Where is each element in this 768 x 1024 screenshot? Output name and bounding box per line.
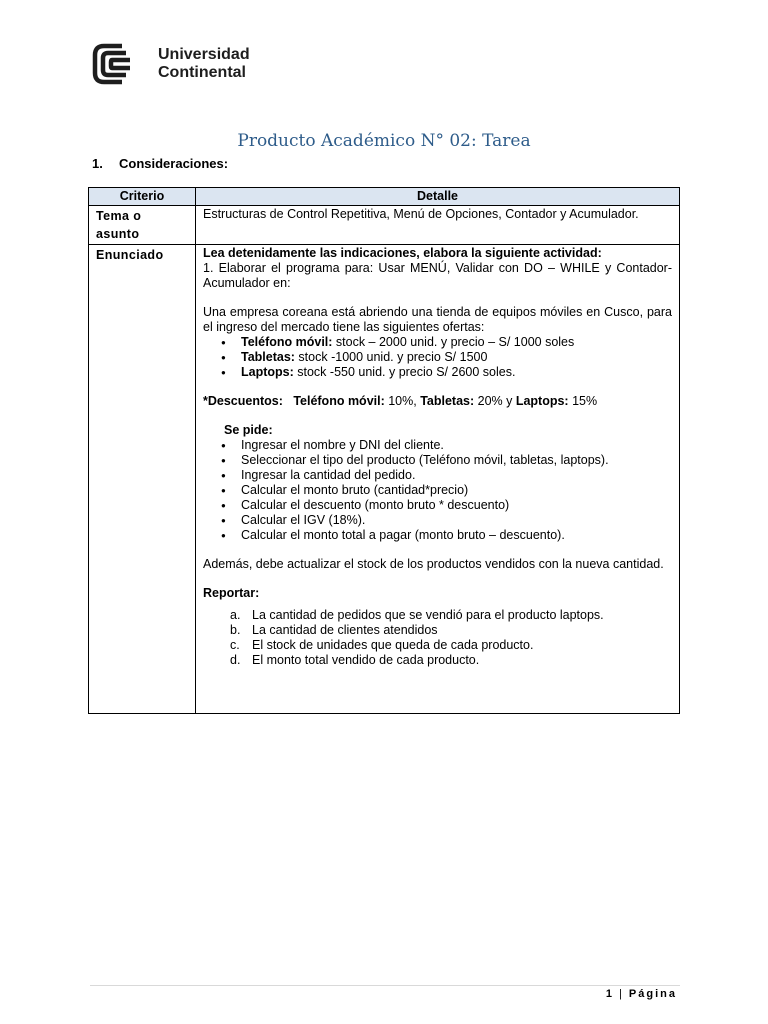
header-criterio: Criterio <box>89 188 196 206</box>
logo-line-2: Continental <box>158 64 246 81</box>
universidad-continental-logo-icon <box>92 43 152 85</box>
list-marker: b. <box>230 623 241 637</box>
page-footer <box>606 988 677 1000</box>
enunciado-intro: Lea detenidamente las indicaciones, elabora la siguiente actividad: <box>203 246 602 260</box>
offer-detail: stock -1000 unid. y precio S/ 1500 <box>294 350 488 364</box>
page-number: 1 <box>605 988 614 1000</box>
list-marker: c. <box>230 638 240 652</box>
se-pide-list <box>203 438 672 543</box>
enunciado-paragraph: Una empresa coreana está abriendo una tienda de equipos móviles en Cusco, para el ingreso del mercado tiene las siguientes ofertas: <box>203 305 672 334</box>
list-item <box>230 653 672 668</box>
list-item: ● Seleccionar el tipo del producto (Teléfono móvil, tabletas, laptops). <box>241 453 672 468</box>
list-item <box>230 638 672 653</box>
discounts-label: *Descuentos: <box>203 394 283 408</box>
footer-divider <box>90 985 680 986</box>
list-marker: d. <box>230 653 241 667</box>
list-item: ● Calcular el IGV (18%). <box>241 513 672 528</box>
list-marker: a. <box>230 608 241 622</box>
list-item: ● Calcular el monto bruto (cantidad*precio) <box>241 483 672 498</box>
reportar-list <box>203 608 672 668</box>
list-item <box>230 608 672 623</box>
list-item <box>230 623 672 638</box>
tema-text: Estructuras de Control Repetitiva, Menú de Opciones, Contador y Acumulador. <box>196 206 680 245</box>
discount-laptops-value: 15% <box>568 394 598 408</box>
section-heading <box>92 156 228 171</box>
discount-laptops-label: Laptops: <box>515 394 569 408</box>
logo-line-1: Universidad <box>158 46 250 63</box>
ademas-paragraph: Además, debe actualizar el stock de los productos vendidos con la nueva cantidad. <box>203 557 664 571</box>
offer-detail: stock – 2000 unid. y precio – S/ 1000 soles <box>332 335 575 349</box>
list-item <box>241 350 672 365</box>
enunciado-label: Enunciado <box>89 245 196 714</box>
list-text: La cantidad de clientes atendidos <box>252 623 438 637</box>
discount-movil-value: 10%, <box>384 394 421 408</box>
list-text: La cantidad de pedidos que se vendió para el producto laptops. <box>252 608 604 622</box>
header-detalle: Detalle <box>196 188 680 206</box>
university-logo <box>92 43 262 85</box>
list-item: ● Ingresar el nombre y DNI del cliente. <box>241 438 672 453</box>
list-text: El monto total vendido de cada producto. <box>252 653 480 667</box>
table-row-enunciado <box>89 245 680 714</box>
offers-list <box>203 335 672 380</box>
discount-tabletas-value: 20% y <box>474 394 516 408</box>
list-item <box>241 335 672 350</box>
logo-wordmark <box>158 46 250 82</box>
offer-detail: stock -550 unid. y precio S/ 2600 soles. <box>293 365 516 379</box>
reportar-label: Reportar: <box>203 586 260 600</box>
list-item: ● Ingresar la cantidad del pedido. <box>241 468 672 483</box>
table-header-row <box>89 188 680 206</box>
offer-name: Teléfono móvil: <box>241 335 333 349</box>
footer-separator: | <box>619 988 624 1000</box>
offer-name: Laptops: <box>241 365 294 379</box>
table-row-tema <box>89 206 680 245</box>
offer-name: Tabletas: <box>241 350 295 364</box>
document-title: Producto Académico N° 02: Tarea <box>237 131 531 151</box>
discount-movil-label: Teléfono móvil: <box>293 394 385 408</box>
tema-label: Tema o asunto <box>89 206 196 245</box>
list-item: ● Calcular el descuento (monto bruto * descuento) <box>241 498 672 513</box>
considerations-table <box>88 187 680 714</box>
section-number: 1. <box>92 156 103 171</box>
page-label: Página <box>628 988 677 1000</box>
discounts-line <box>203 394 672 409</box>
discount-tabletas-label: Tabletas: <box>420 394 475 408</box>
se-pide-label: Se pide: <box>224 423 273 437</box>
enunciado-step-1: 1. Elaborar el programa para: Usar MENÚ, Validar con DO – WHILE y Contador-Acumulador en: <box>203 261 672 290</box>
list-text: El stock de unidades que queda de cada producto. <box>252 638 534 652</box>
list-item <box>241 365 672 380</box>
list-item: ● Calcular el monto total a pagar (monto bruto – descuento). <box>241 528 672 543</box>
enunciado-content <box>196 245 680 714</box>
section-label: Consideraciones: <box>119 156 229 171</box>
